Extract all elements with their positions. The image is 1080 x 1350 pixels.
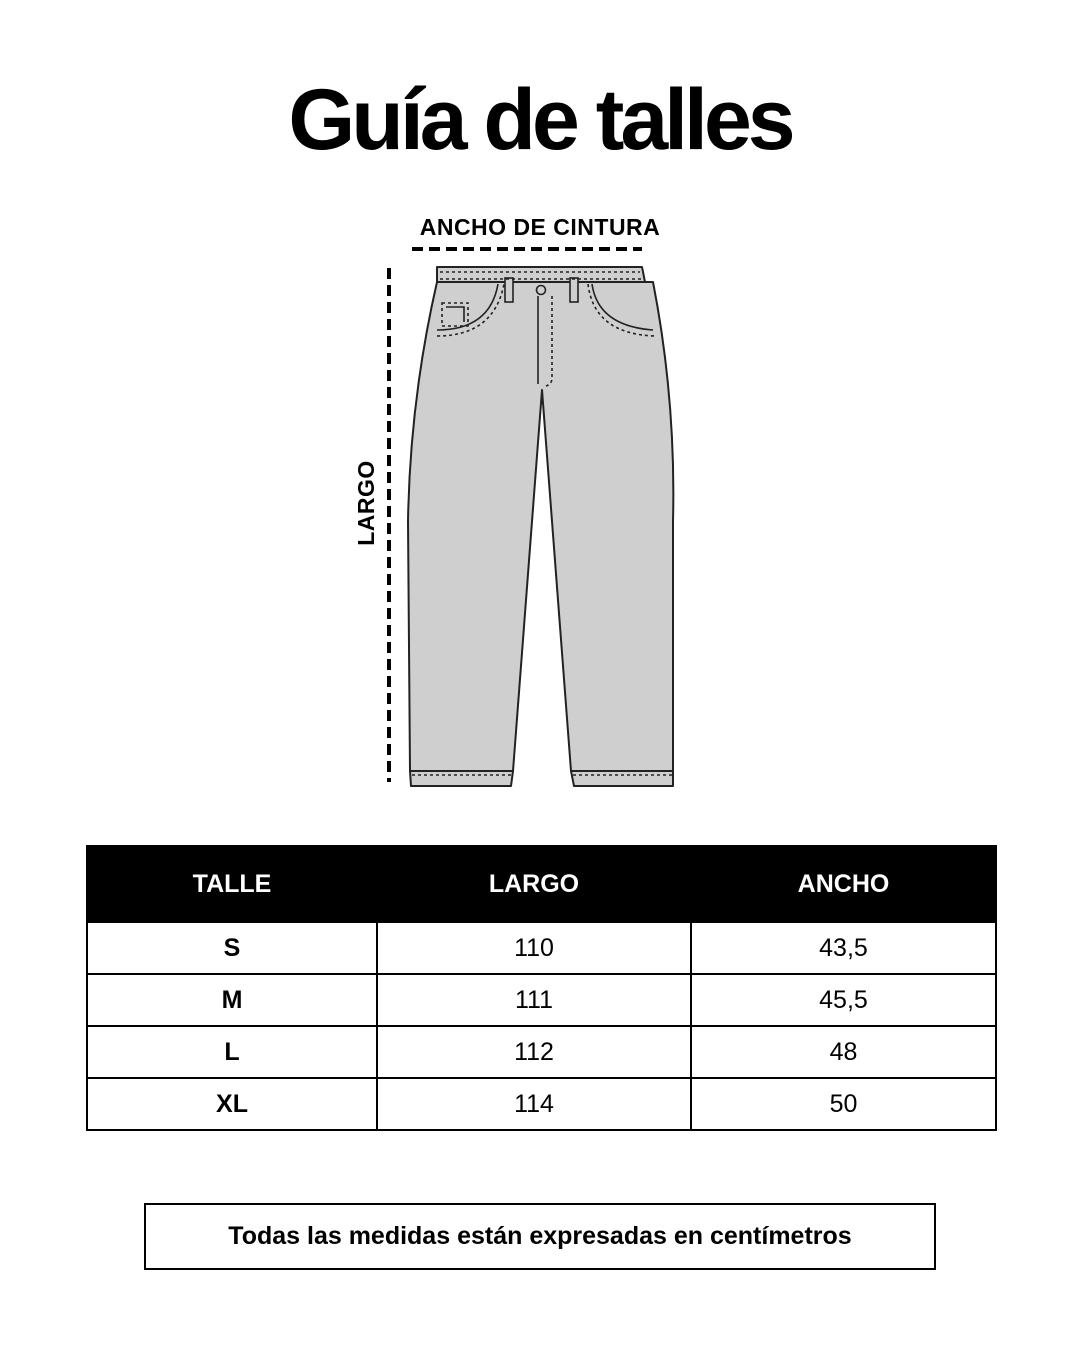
table-row xyxy=(87,1078,996,1130)
header-length: LARGO xyxy=(377,846,691,922)
width-cell: 50 xyxy=(691,1078,996,1130)
width-cell: 48 xyxy=(691,1026,996,1078)
table-row xyxy=(87,974,996,1026)
waist-width-label: ANCHO DE CINTURA xyxy=(419,214,661,240)
size-table xyxy=(86,845,997,1131)
table-row xyxy=(87,922,996,974)
header-width: ANCHO xyxy=(691,846,996,922)
table-row xyxy=(87,1026,996,1078)
size-cell: S xyxy=(87,922,377,974)
size-cell: L xyxy=(87,1026,377,1078)
length-cell: 110 xyxy=(377,922,691,974)
width-cell: 43,5 xyxy=(691,922,996,974)
size-cell: XL xyxy=(87,1078,377,1130)
size-cell: M xyxy=(87,974,377,1026)
units-note: Todas las medidas están expresadas en centímetros xyxy=(144,1203,936,1270)
length-cell: 114 xyxy=(377,1078,691,1130)
header-size: TALLE xyxy=(87,846,377,922)
table-header-row xyxy=(87,846,996,922)
length-label: LARGO xyxy=(353,460,379,546)
width-cell: 45,5 xyxy=(691,974,996,1026)
length-cell: 111 xyxy=(377,974,691,1026)
length-cell: 112 xyxy=(377,1026,691,1078)
pants-icon xyxy=(408,267,673,786)
page-title: Guía de talles xyxy=(288,72,792,168)
